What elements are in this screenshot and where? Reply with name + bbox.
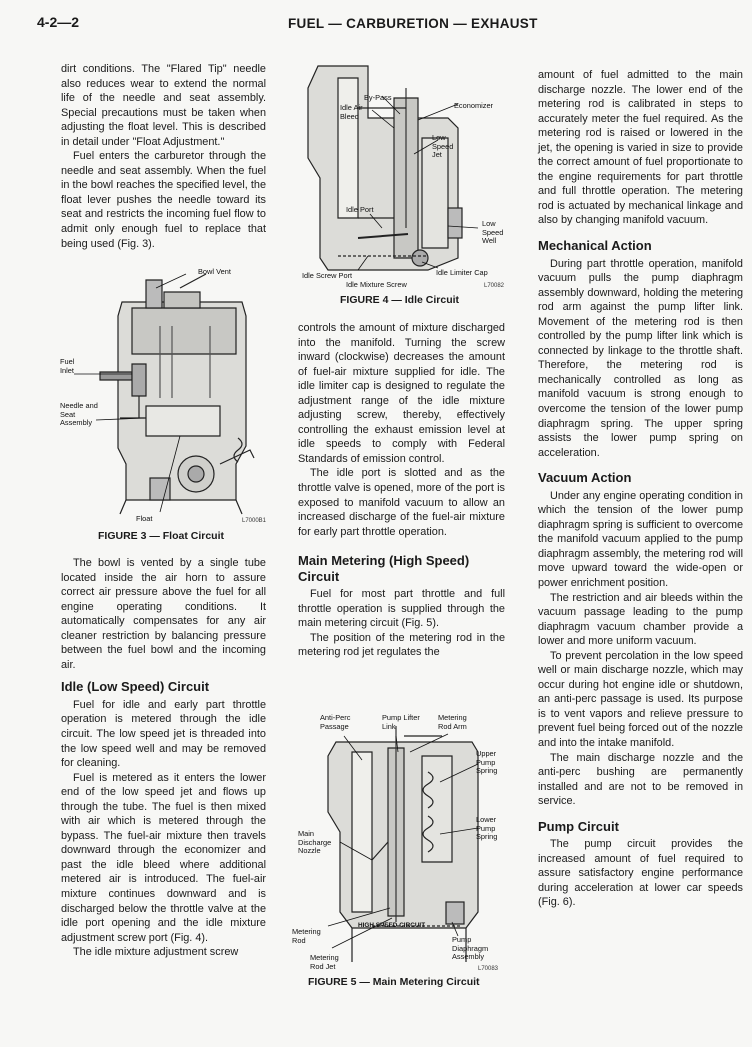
paragraph: The idle port is slotted and as the throttle valve is opened, more of the port is exposed to manifold vacuum to allow an increased discharge of the fuel-air mixture for early part throttle operation.: [298, 467, 505, 538]
label-anti-perc: Anti-Perc Passage: [320, 713, 351, 731]
paragraph: The pump circuit provides the increased amount of fuel required to assure satisfactory engine performance during acceleration at lower car speeds (Fig. 6).: [538, 838, 743, 909]
label-metering-rod-arm: Metering Rod Arm: [438, 713, 467, 731]
figure-code: L7000B1: [242, 518, 267, 524]
label-pump-lifter: Pump Lifter Link: [382, 713, 420, 731]
label-by-pass: By-Pass: [364, 93, 392, 102]
column-1-bottom: [61, 556, 266, 960]
label-idle-air-bleed: Idle Air Bleed: [340, 103, 363, 121]
paragraph: The position of the metering rod in the metering rod jet regulates the: [298, 631, 505, 659]
figure-5-caption: FIGURE 5 — Main Metering Circuit: [308, 976, 480, 988]
page-number: 4-2—2: [37, 14, 80, 30]
label-idle-screw-port: Idle Screw Port: [302, 271, 353, 280]
label-high-speed-circuit: HIGH SPEED CIRCUIT: [358, 922, 426, 929]
label-idle-limiter-cap: Idle Limiter Cap: [436, 268, 488, 277]
heading-vacuum-action: Vacuum Action: [538, 470, 632, 486]
paragraph: The bowl is vented by a single tube located inside the air horn to assure correct air pressure above the fuel for all engine operating conditions. It automatically compensates for any air cleaner restriction by balancing pressure between the fuel bowl and the incoming air.: [61, 557, 266, 671]
label-float: Float: [136, 514, 153, 523]
label-fuel-inlet: Fuel Inlet: [60, 357, 75, 375]
figure-5-main-metering: [292, 712, 512, 974]
label-needle-seat: Needle and Seat Assembly: [60, 401, 98, 428]
paragraph: controls the amount of mixture discharged into the manifold. Turning the screw inward (clockwise) decreases the amount of fuel-air mixture supplied for idle. The idle limiter cap is designed to regulate the adjustment range of the idle mixture adjusting screw, thereby, effectively controlling the exhaust emission level at idle speeds to comply with Federal Standards of emission control.: [298, 322, 505, 465]
figure-4-caption: FIGURE 4 — Idle Circuit: [340, 294, 460, 306]
paragraph: The idle mixture adjustment screw: [73, 946, 239, 959]
paragraph: dirt conditions. The "Flared Tip" needle also reduces wear to extend the normal life of the needle and seat assembly. Special precautions must be taken when adjusting the float level. This is described in detail under "Float Adjustment.": [61, 63, 266, 148]
label-economizer: Economizer: [454, 101, 494, 110]
label-metering-rod-jet: Metering Rod Jet: [310, 953, 339, 971]
page-title: FUEL — CARBURETION — EXHAUST: [288, 16, 538, 31]
label-low-speed-jet: Low Speed Jet: [432, 133, 454, 160]
column-1-top: [61, 62, 266, 251]
figure-3-caption: FIGURE 3 — Float Circuit: [98, 530, 225, 542]
figure-4-idle-circuit: [298, 58, 518, 288]
label-metering-rod: Metering Rod: [292, 927, 321, 945]
paragraph: The restriction and air bleeds within the vacuum passage leading to the pump diaphragm vacuum chamber provide a lower and more uniform vacuum.: [538, 591, 743, 648]
label-low-speed-well: Low Speed Well: [482, 219, 504, 246]
paragraph: Under any engine operating condition in which the tension of the lower pump diaphragm spring is sufficient to overcome the manifold vacuum applied to the pump diaphragm assembly, the metering rod will move upward toward the wide-open or power enrichment position.: [538, 489, 743, 589]
paragraph: During part throttle operation, manifold vacuum pulls the pump diaphragm assembly downward, holding the metering rod arm against the pump lifter link. Movement of the metering rod is then controlled by the pump lifter link which is connected by linkage to the throttle shaft. Therefore, the metering rod is mechanically controlled as long as manifold vacuum is strong enough to overcome the tension of the lower pump diaphragm spring. The upper spring assists the lower pump spring on acceleration.: [538, 257, 743, 459]
label-main-nozzle: Main Discharge Nozzle: [298, 829, 332, 856]
figure-code: L70083: [478, 966, 499, 972]
label-idle-port: Idle Port: [346, 205, 374, 214]
float-circuit-illustration: [60, 268, 270, 518]
column-2: [298, 321, 505, 660]
label-bowl-vent: Bowl Vent: [198, 267, 231, 276]
paragraph: amount of fuel admitted to the main discharge nozzle. The lower end of the metering rod is calibrated in steps to accurately meter the fuel required. As the metering rod is raised or lowered in the jet, the opening is varied in size to provide the correct amount of fuel proportionate to the engine requirements for part throttle and full throttle operation. The metering rod is actuated by mechanical linkage and also by changing manifold vacuum.: [538, 69, 743, 227]
label-upper-pump-spring: Upper Pump Spring: [476, 749, 498, 776]
paragraph: Fuel is metered as it enters the lower end of the low speed jet and flows up through the tube. The fuel is then mixed with air which is metered through the bypass. The fuel-air mixture then travels downward through the economizer and past the idle bleed where additional metered air is introduced. The fuel-air mixture continues downward and is discharged below the throttle valve at the idle port opening and the idle mixture adjustment screw port (Fig. 4).: [61, 771, 266, 944]
figure-3-float-circuit: [60, 268, 270, 528]
heading-pump-circuit: Pump Circuit: [538, 818, 619, 834]
paragraph: The main discharge nozzle and the anti-perc bushing are permanently installed and are not to be removed in service.: [538, 751, 743, 808]
paragraph: Fuel for idle and early part throttle operation is metered through the idle circuit. The low speed jet is threaded into the low speed well and may be removed for cleaning.: [61, 698, 266, 770]
column-3: [538, 68, 743, 910]
paragraph: Fuel for most part throttle and full throttle operation is supplied through the main metering circuit (Fig. 5).: [298, 588, 505, 630]
idle-circuit-illustration: [298, 58, 518, 284]
figure-code: L70082: [484, 283, 505, 289]
heading-mechanical-action: Mechanical Action: [538, 238, 652, 254]
heading-main-metering: Main Metering (High Speed) Circuit: [298, 553, 470, 584]
label-lower-pump-spring: Lower Pump Spring: [476, 815, 498, 842]
paragraph: To prevent percolation in the low speed well or main discharge nozzle, which may occur during hot engine idle or shutdown, an anti-perc passage is used. Its purpose is to vent vapors and relieve pressure to prevent fuel being forced out of the nozzle and into the intake manifold.: [538, 649, 743, 749]
heading-idle-circuit: Idle (Low Speed) Circuit: [61, 679, 210, 695]
label-idle-mixture-screw: Idle Mixture Screw: [346, 280, 407, 289]
paragraph: Fuel enters the carburetor through the needle and seat assembly. When the fuel in the bowl reaches the specified level, the float lever pushes the needle toward its seat and restricts the incoming fuel flow to admit only enough fuel to replace that being used (Fig. 3).: [61, 150, 266, 250]
label-pump-diaphragm: Pump Diaphragm Assembly: [452, 935, 489, 962]
